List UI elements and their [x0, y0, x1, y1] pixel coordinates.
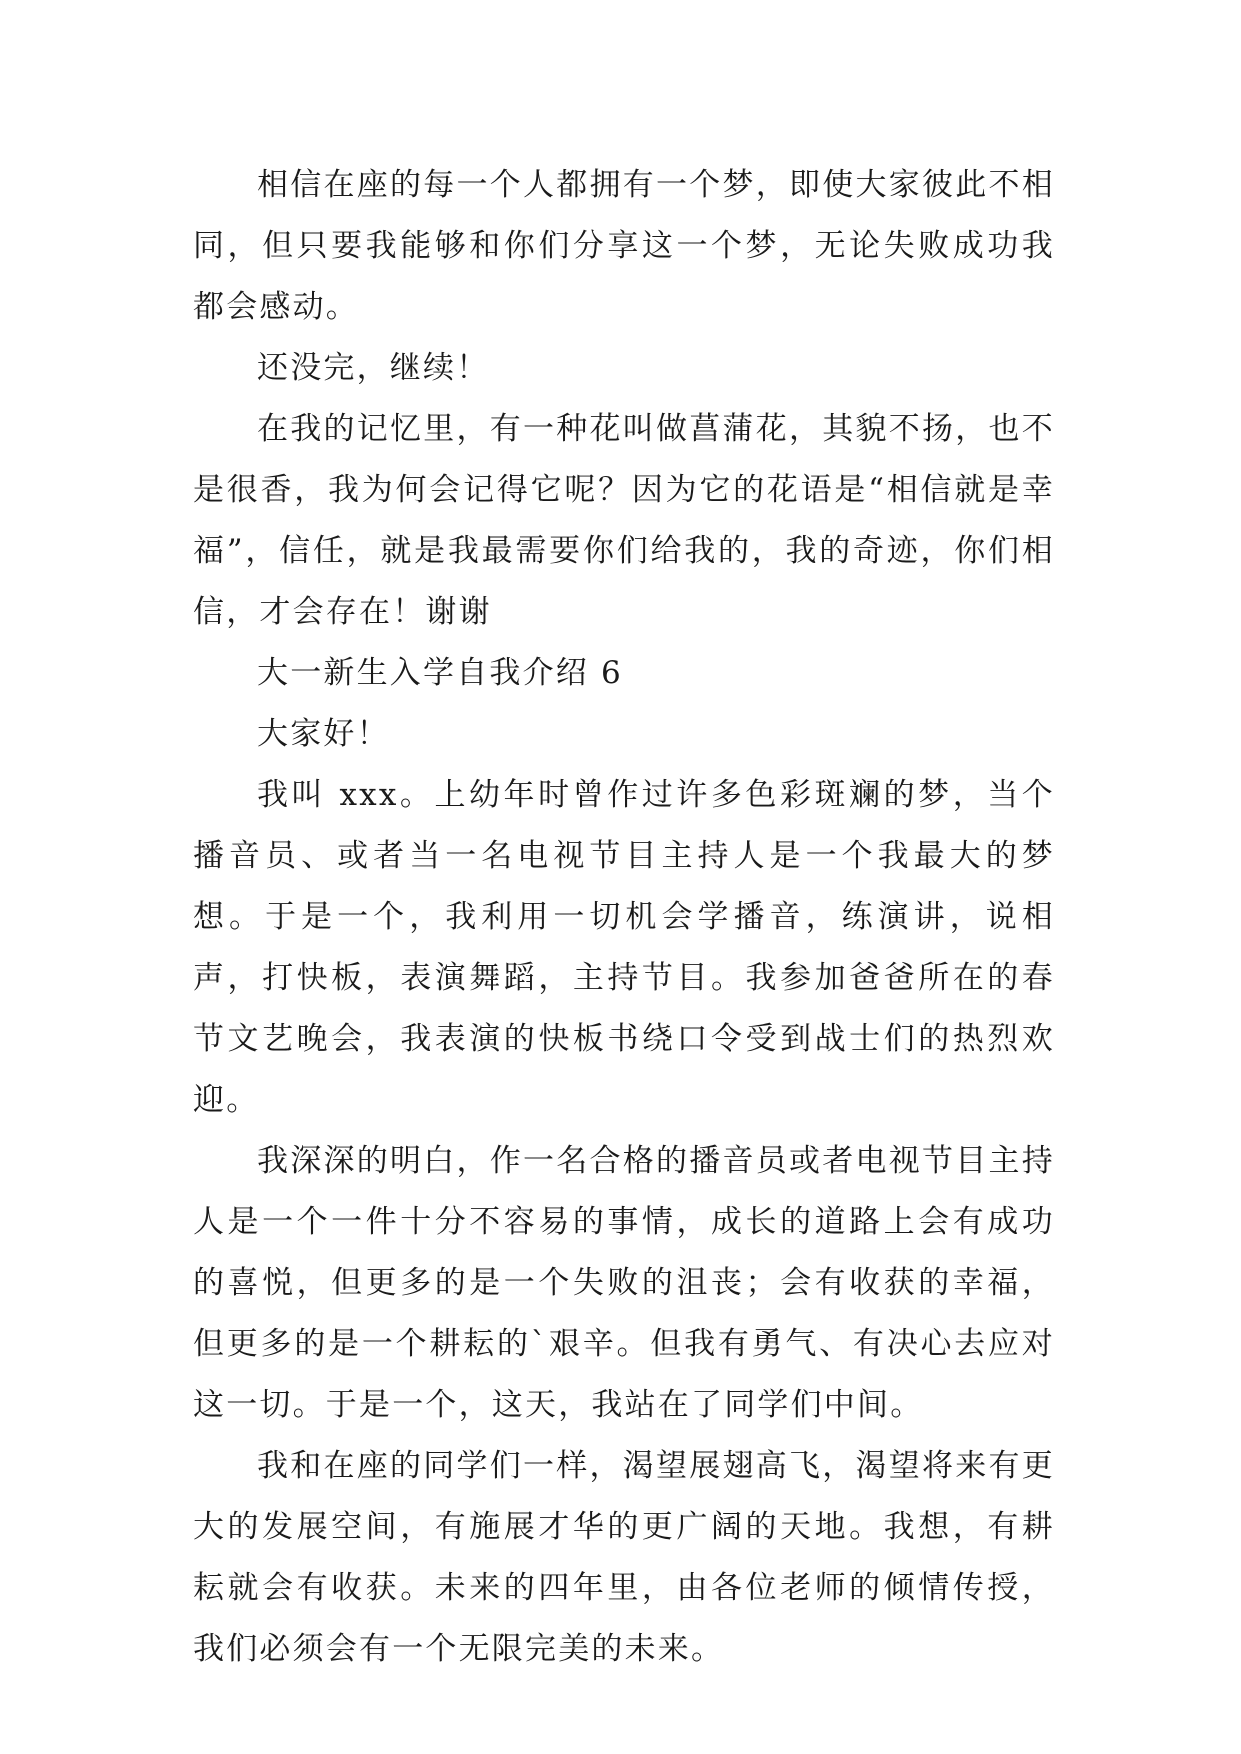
paragraph-greeting: 大家好！: [257, 716, 390, 752]
paragraph-aspiration: 我和在座的同学们一样，渴望展翅高飞，渴望将来有更大的发展空间，有施展才华的更广阔的天地。我想，有耕耘就会有收获。未来的四年里，由各位老师的倾情传授，我们必须会有一个无限完美的未来。: [193, 1448, 1055, 1667]
paragraph-continue: 还没完，继续！: [257, 350, 490, 386]
document-body: [193, 155, 1055, 1680]
paragraph-dream-sharing: 相信在座的每一个人都拥有一个梦，即使大家彼此不相同，但只要我能够和你们分享这一个梦，无论失败成功我都会感动。: [193, 167, 1055, 325]
paragraph-understanding: 我深深的明白，作一名合格的播音员或者电视节目主持人是一个一件十分不容易的事情，成长的道路上会有成功的喜悦，但更多的是一个失败的沮丧；会有收获的幸福，但更多的是一个耕耘的`艰辛。但我有勇气、有决心去应对这一切。于是一个，这天，我站在了同学们中间。: [193, 1143, 1055, 1423]
paragraph-calamus-flower: 在我的记忆里，有一种花叫做菖蒲花，其貌不扬，也不是很香，我为何会记得它呢？因为它的花语是“相信就是幸福”，信任，就是我最需要你们给我的，我的奇迹，你们相信，才会存在！谢谢: [193, 411, 1055, 630]
section-heading: 大一新生入学自我介绍 6: [257, 655, 623, 691]
paragraph-childhood-dream: 我叫 xxx。上幼年时曾作过许多色彩斑斓的梦，当个播音员、或者当一名电视节目主持人是一个我最大的梦想。于是一个，我利用一切机会学播音，练演讲，说相声，打快板，表演舞蹈，主持节目。我参加爸爸所在的春节文艺晚会，我表演的快板书绕口令受到战士们的热烈欢迎。: [193, 777, 1055, 1118]
